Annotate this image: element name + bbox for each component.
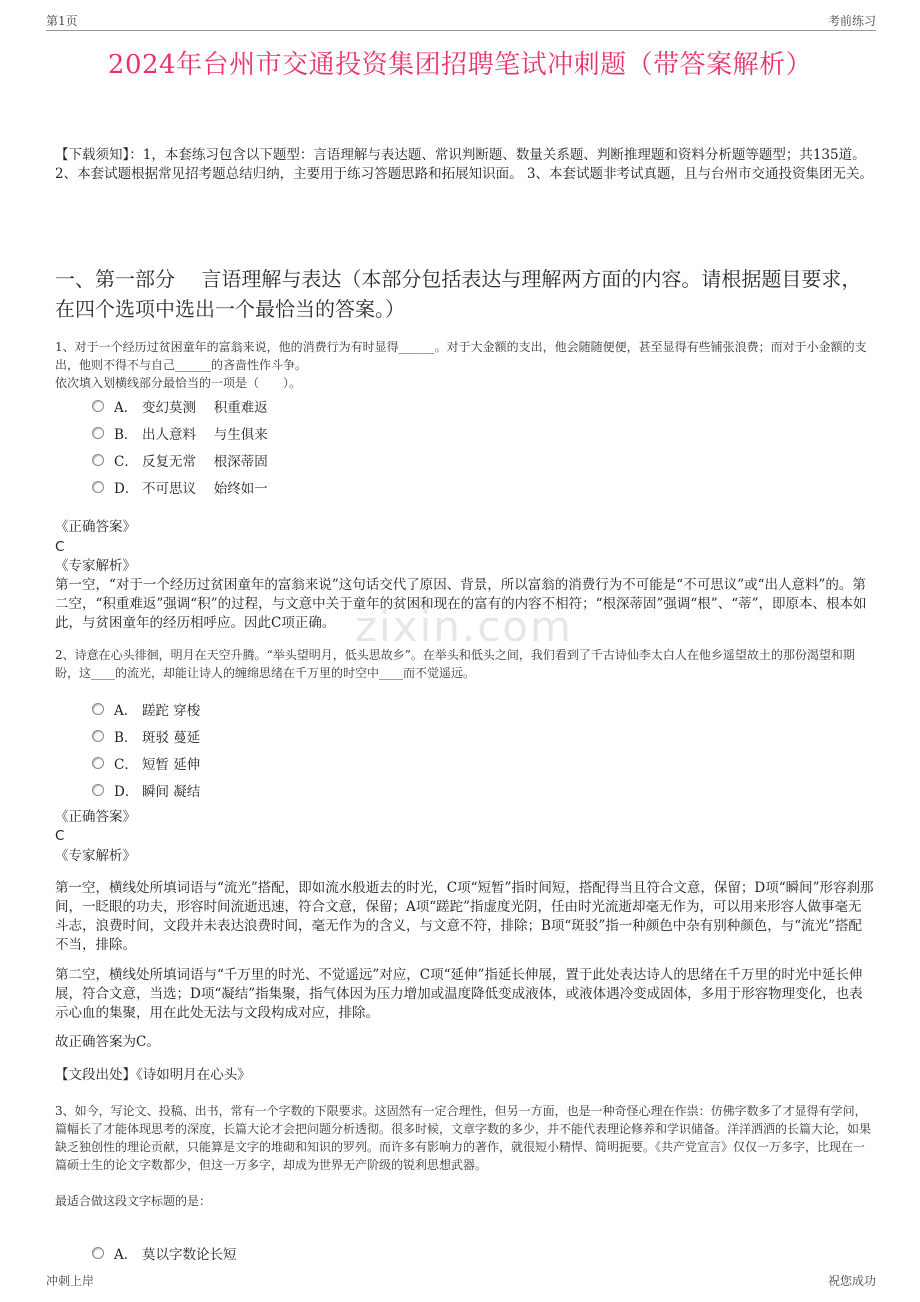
radio-icon[interactable] xyxy=(92,481,104,493)
radio-icon[interactable] xyxy=(92,757,104,769)
q1-analysis-label: 《专家解析》 xyxy=(55,558,136,574)
q2-option-d[interactable]: D． 瞬间 凝结 xyxy=(92,780,200,800)
q1-option-d[interactable]: D． 不可思议 始终如一 xyxy=(92,477,268,497)
radio-icon[interactable] xyxy=(92,1247,104,1259)
q1-answer-label: 《正确答案》 xyxy=(55,519,136,535)
q2-answer: C xyxy=(55,828,65,844)
document-title: 2024年台州市交通投资集团招聘笔试冲刺题（带答案解析） xyxy=(107,50,813,80)
radio-icon[interactable] xyxy=(92,400,104,412)
page-number: 第1页 xyxy=(46,14,78,28)
radio-icon[interactable] xyxy=(92,454,104,466)
question-3-instruction: 最适合做这段文字标题的是： xyxy=(55,1194,212,1208)
header-divider xyxy=(46,30,876,31)
page-header xyxy=(46,8,876,28)
question-1-instruction: 依次填入划横线部分最恰当的一项是（ ）。 xyxy=(55,376,302,390)
q1-answer: C xyxy=(55,539,65,555)
question-3-stem: 3、如今，写论文、投稿、出书，常有一个字数的下限要求。这固然有一定合理性，但另一方面，也是一种奇怪心理在作祟：仿佛字数多了才显得有学问，篇幅长了才能体现思考的深度，长篇大论才会把问题分析透彻。很多时候，文章字数的多少，并不能代表理论修养和学识储备。洋洋洒洒的长篇大论，如果缺乏独创性的理论贡献，只能算是文字的堆砌和知识的罗列。而许多有影响力的著作，就很短小精悍、简明扼要。《共产党宣言》仅仅一万多字，比现在一篇硕士生的论文字数都少，但这一万多字，却成为世界无产阶级的锐利思想武器。 xyxy=(55,1104,872,1172)
q2-analysis-p2: 第二空，横线处所填词语与“千万里的时光、不觉遥远”对应，C项“延伸”指延长伸展，置于此处表达诗人的思绪在千万里的时光中延长伸展，符合文意，当选；D项“凝结”指集聚，指气体因为压力增加或温度降低变成液体，或液体遇冷变成固体，多用于形容物理变化，也表示心血的集聚，用在此处无法与文段构成对应，排除。 xyxy=(55,967,863,1021)
header-tag: 考前练习 xyxy=(827,14,876,28)
radio-icon[interactable] xyxy=(92,730,104,742)
q1-analysis: 第一空，“对于一个经历过贫困童年的富翁来说”这句话交代了原因、背景，所以富翁的消费行为不可能是“不可思议”或“出人意料”的。第二空，“积重难返”强调“积”的过程，与文意中关于童年的贫困和现在的富有的内容不相符；“根深蒂固”强调“根”、“蒂”，即原本、根本如此，与贫困童年的经历相呼应。因此C项正确。 xyxy=(55,577,867,631)
q1-option-a[interactable]: A． 变幻莫测 积重难返 xyxy=(92,396,268,416)
question-1-stem: 1、对于一个经历过贫困童年的富翁来说，他的消费行为有时显得______。对于大金额的支出，他会随随便便，甚至显得有些铺张浪费；而对于小金额的支出，他则不得不与自己______的吝啬性作斗争。 xyxy=(55,340,867,372)
q2-conclusion: 故正确答案为C。 xyxy=(55,1034,160,1050)
watermark: zixin.com xyxy=(355,602,573,651)
q2-option-c[interactable]: C． 短暂 延伸 xyxy=(92,753,200,773)
footer-left: 冲刺上岸 xyxy=(46,1274,95,1288)
section-heading: 一、第一部分 言语理解与表达（本部分包括表达与理解两方面的内容。请根据题目要求，在四个选项中选出一个最恰当的答案。） xyxy=(55,267,862,321)
q3-option-a[interactable]: A． 莫以字数论长短 xyxy=(92,1243,237,1263)
footer-right: 祝您成功 xyxy=(827,1274,876,1288)
q2-option-b[interactable]: B． 斑驳 蔓延 xyxy=(92,726,200,746)
q1-option-b[interactable]: B． 出人意料 与生俱来 xyxy=(92,423,268,443)
q1-option-c[interactable]: C． 反复无常 根深蒂固 xyxy=(92,450,268,470)
q2-option-a[interactable]: A． 蹉跎 穿梭 xyxy=(92,699,200,719)
q2-answer-label: 《正确答案》 xyxy=(55,809,136,825)
radio-icon[interactable] xyxy=(92,427,104,439)
q2-source: 【文段出处】《诗如明月在心头》 xyxy=(55,1067,251,1083)
radio-icon[interactable] xyxy=(92,784,104,796)
radio-icon[interactable] xyxy=(92,703,104,715)
question-2-stem: 2、诗意在心头徘徊，明月在天空升腾。“举头望明月，低头思故乡”。在举头和低头之间，我们看到了千古诗仙李太白人在他乡遥望故土的那份渴望和期盼，这____的流光，却能让诗人的缠绵思绪在千万里的时空中____而不觉遥远。 xyxy=(55,648,855,680)
q2-analysis-p1: 第一空，横线处所填词语与“流光”搭配，即如流水般逝去的时光，C项“短暂”指时间短，搭配得当且符合文意，保留；D项“瞬间”形容刹那间，一眨眼的功夫，形容时间流逝迅速，符合文意，保留；A项“蹉跎”指虚度光阴，任由时光流逝却毫无作为，可以用来形容人做事毫无斗志，浪费时间，文段并未表达浪费时间，毫无作为的含义，与文意不符，排除；B项“斑驳”指一种颜色中杂有别种颜色，与“流光”搭配不当，排除。 xyxy=(55,880,874,953)
download-notice: 【下载须知】：1，本套练习包含以下题型：言语理解与表达题、常识判断题、数量关系题、判断推理题和资料分析题等题型；共135道。 2、本套试题根据常见招考题总结归纳，主要用于练习答题思路和拓展知识面。 3、本套试题非考试真题，且与台州市交通投资集团无关。 xyxy=(55,147,873,182)
q2-analysis-label: 《专家解析》 xyxy=(55,848,136,864)
